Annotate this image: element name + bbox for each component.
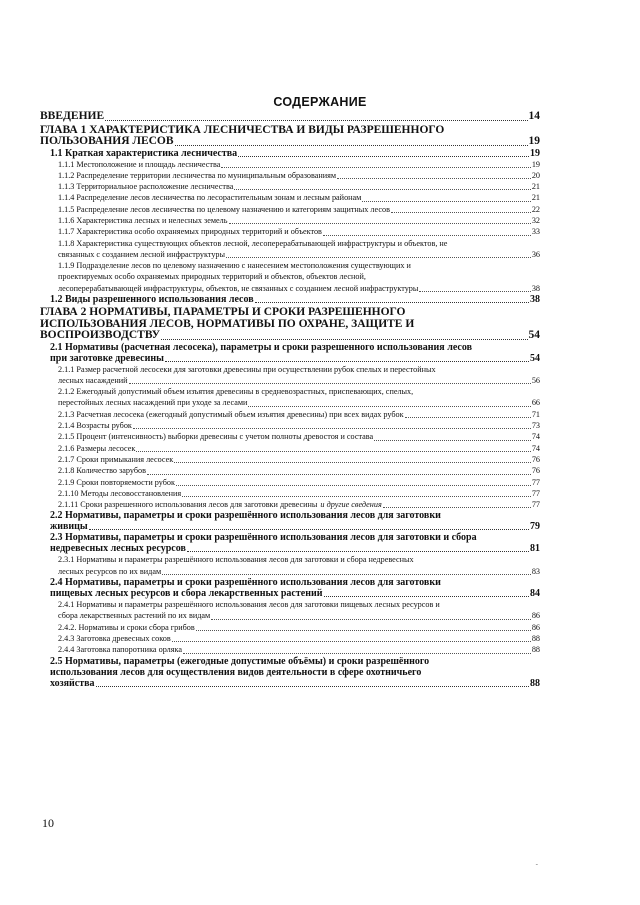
toc-page-number: 66 [531,398,540,408]
toc-entry-text: ВОСПРОИЗВОДСТВУ [40,329,161,342]
toc-entry [50,577,540,599]
toc-entry-line [58,465,540,476]
dot-leader [238,155,529,157]
toc-entry-text: 1.1.9 Подразделение лесов по целевому назначению с нанесением местоположения существующих и [58,261,411,271]
toc-page-number: 84 [530,588,540,600]
toc-entry-line [58,397,540,408]
toc-page-number: 32 [531,215,540,225]
toc-entry-line [58,431,540,442]
toc-entry-line [50,588,540,599]
toc-entry-text: ВВЕДЕНИЕ [40,110,105,122]
dot-leader [105,119,527,121]
toc-entry-line [40,111,540,123]
toc-entry-line [40,330,540,342]
toc-page-number: 21 [531,182,540,192]
toc-entry-text: сбора лекарственных растений по их видам [58,611,211,621]
toc-entry-text: 2.1.8 Количество зарубов [58,466,147,476]
toc-entry [58,170,540,181]
dot-leader [229,222,531,224]
dot-leader [374,439,531,441]
toc-entry-line [40,307,540,319]
toc-entry [58,443,540,454]
toc-entry-line [50,342,540,353]
dot-leader [182,495,531,497]
toc-entry-text: 2.1.4 Возрасты рубок [58,421,132,431]
toc-page-number: 76 [531,454,540,464]
dot-leader [175,144,528,146]
toc-entry-text: 2.3 Нормативы, параметры и сроки разрешённого использования лесов для заготовки и сбора [50,532,477,544]
dot-leader [196,629,531,631]
dot-leader [187,550,529,552]
toc-entry-text: лесных насаждений [58,375,128,385]
toc-entry-text: 1.1.2 Распределение территории лесничества по муниципальным образованиям [58,170,337,180]
toc-entry-text: 2.1.3 Расчетная лесосека (ежегодный допустимый объем изъятия древесины) при всех видах рубок [58,409,404,419]
toc-page-number: 54 [530,352,540,364]
toc-entry-line [58,610,540,621]
toc-page-number: 19 [531,159,540,169]
toc-entry [58,260,540,294]
toc-entry [58,633,540,644]
toc-entry-line [50,543,540,554]
toc-entry-text: 1.1 Краткая характеристика лесничества [50,147,238,159]
dot-leader [174,461,531,463]
dot-leader [226,256,531,258]
page-title: СОДЕРЖАНИЕ [273,95,367,109]
toc-entry [50,294,540,305]
toc-entry [58,454,540,465]
toc-entry-text: 1.1.7 Характеристика особо охраняемых природных территорий и объектов [58,227,322,237]
toc-page-number: 54 [528,329,540,342]
toc-page-number: 74 [531,432,540,442]
toc-entry-text: 2.4.1 Нормативы и параметры разрешённого использования лесов для заготовки пищевых лесных ресурсов и [58,600,440,610]
toc-page-number: 21 [531,193,540,203]
toc-entry [40,125,540,148]
toc-entry [58,226,540,237]
toc-entry-line [58,215,540,226]
toc-entry-text: 2.1.1 Размер расчетной лесосеки для заготовки древесины при осуществлении рубок спелых и перестойных [58,364,436,374]
toc-entry-line [40,136,540,148]
page-number: 10 [42,816,54,830]
toc-page-number: 19 [530,147,540,159]
toc-entry-text: перестойных лесных насаждений при уходе за лесами [58,398,248,408]
toc-entry-text: 2.1 Нормативы (расчетная лесосека), параметры и сроки разрешенного использования лесов [50,341,472,353]
toc-entry-text: 1.1.1 Местоположение и площадь лесничества [58,159,221,169]
toc-entry [58,644,540,655]
toc-entry-text: хозяйства [50,677,95,689]
toc-page-number: 33 [531,227,540,237]
toc-entry-text: лесных ресурсов по их видам [58,566,162,576]
toc-entry-line [50,678,540,689]
toc-entry [58,181,540,192]
toc-entry-line [50,521,540,532]
toc-entry-line [58,192,540,203]
toc-entry-text: 2.1.2 Ежегодный допустимый объем изъятия древесины в средневозрастных, приспевающих, спелых, [58,387,414,397]
toc-entry [58,238,540,261]
toc-entry-text: 2.4.2. Нормативы и сроки сбора грибов [58,622,195,632]
toc-entry-line [58,420,540,431]
dot-leader [324,595,530,597]
toc-page-number: 81 [530,543,540,555]
toc-entry-line [58,599,540,610]
toc-entry-line [58,204,540,215]
toc-page-number: 71 [531,409,540,419]
toc-entry [50,342,540,364]
dot-leader [136,450,530,452]
toc-entry-text: пищевых лесных ресурсов и сбора лекарственных растений [50,588,323,600]
toc-page-number: 86 [531,611,540,621]
toc-entry-text: 1.1.8 Характеристика существующих объектов лесной, лесоперерабатывающей инфраструктуры и объектов, не [58,238,448,248]
toc-entry-line [58,170,540,181]
toc-entry-line [58,477,540,488]
dot-leader [96,685,529,687]
toc-entry [50,532,540,554]
toc-page-number: 88 [531,645,540,655]
dot-leader [221,166,530,168]
toc-page-number: 14 [528,110,540,122]
dot-leader [165,360,529,362]
toc-entry [50,656,540,689]
toc-entry-line [58,633,540,644]
toc-entry-line [58,238,540,249]
toc-entry [58,409,540,420]
toc-entry [58,477,540,488]
toc-entry-text: 2.1.11 Сроки разрешенного использования лесов для заготовки древесины [58,500,318,510]
toc-entry [40,111,540,123]
dot-leader [337,177,531,179]
toc-entry-line [58,260,540,271]
dot-leader [147,473,531,475]
dot-leader [323,234,531,236]
dot-leader [234,188,530,190]
toc-page-number: 19 [528,135,540,147]
toc-entry-text: 1.2 Виды разрешенного использования лесов [50,294,254,306]
toc-entry [58,488,540,499]
toc-entry [58,215,540,226]
toc-entry-line [58,159,540,170]
toc-entry-line [50,656,540,667]
toc-entry-text: 1.1.6 Характеристика лесных и нелесных земель [58,215,228,225]
toc-page-number: 77 [531,488,540,498]
dot-leader [255,301,529,303]
toc-page-number: 77 [531,477,540,487]
dot-leader [162,573,531,575]
dot-leader [362,200,530,202]
dot-leader [419,290,530,292]
toc-page-number: 88 [531,633,540,643]
toc-entry-text: 2.1.9 Сроки повторяемости рубок [58,477,175,487]
toc-entry-line [58,283,540,294]
toc-entry-line [58,181,540,192]
toc-entry-line [58,375,540,386]
toc-entry-line [58,622,540,633]
toc-entry-text: 2.4.3 Заготовка древесных соков [58,633,171,643]
toc-entry [58,599,540,622]
toc-entry-line [58,409,540,420]
dot-leader [391,211,531,213]
toc-page-number: 88 [530,677,540,689]
toc-entry-line [58,554,540,565]
dot-leader [183,652,531,654]
toc-entry-line [50,667,540,678]
toc-page-number: 79 [530,521,540,533]
toc-page-number: 56 [531,375,540,385]
toc-entry-line [58,386,540,397]
dot-leader [161,338,527,340]
toc-entry-text: ИСПОЛЬЗОВАНИЯ ЛЕСОВ, НОРМАТИВЫ ПО ОХРАНЕ, ЗАЩИТЕ И [40,317,415,330]
dot-leader [129,382,531,384]
toc-entry [58,192,540,203]
toc-page-number: 38 [531,283,540,293]
toc-entry-line [50,510,540,521]
margin-mark: - [535,860,538,868]
toc-entry-line [58,499,540,510]
toc-entry-line [50,353,540,364]
toc-entry-italic-text: и другие сведения [320,500,382,510]
toc-entry-text: использования лесов для осуществления видов деятельности в сфере охотничьего [50,666,422,678]
toc-entry [58,554,540,577]
toc-entry-text: проектируемых особо охраняемых природных территорий и объектов, объектов лесной, [58,272,366,282]
toc-page-number: 77 [531,500,540,510]
toc-entry-line [58,454,540,465]
toc-entry-text: 2.1.7 Сроки примыкания лесосек [58,454,174,464]
dot-leader [133,427,531,429]
toc-entry-text: 2.4.4 Заготовка папоротника орляка [58,645,183,655]
toc-entry-text: 2.1.6 Размеры лесосек [58,443,136,453]
toc-entry-line [58,443,540,454]
toc-entry-line [58,566,540,577]
toc-entry-text: 2.2 Нормативы, параметры и сроки разрешённого использования лесов для заготовки [50,510,441,522]
toc-page-number: 83 [531,566,540,576]
toc-entry [50,148,540,159]
toc-entry-text: ПОЛЬЗОВАНИЯ ЛЕСОВ [40,135,174,147]
toc-entry [58,386,540,409]
toc-entry-text: 1.1.4 Распределение лесов лесничества по лесорастительным зонам и лесным районам [58,193,362,203]
toc-entry [58,364,540,387]
toc-entry-line [58,271,540,282]
toc-page-number: 20 [531,170,540,180]
table-of-contents [0,109,640,689]
toc-entry-text: 2.5 Нормативы, параметры (ежегодные допустимые объёмы) и сроки разрешённого [50,655,430,667]
toc-entry [40,307,540,342]
toc-entry-text: 2.4 Нормативы, параметры и сроки разрешённого использования лесов для заготовки [50,577,441,589]
toc-entry [50,510,540,532]
toc-entry-text: 1.1.5 Распределение лесов лесничества по целевому назначению и категориям защитных лесов [58,204,390,214]
toc-page-number: 74 [531,443,540,453]
toc-entry-text: связанных с созданием лесной инфраструктуры [58,249,226,259]
toc-page-number: 22 [531,204,540,214]
toc-entry-text: лесоперерабатывающей инфраструктуры, объектов, не связанных с созданием лесной инфраструктуры [58,283,419,293]
toc-page-number: 73 [531,421,540,431]
dot-leader [383,506,531,508]
toc-entry-text: ГЛАВА 2 НОРМАТИВЫ, ПАРАМЕТРЫ И СРОКИ РАЗРЕШЕННОГО [40,306,406,319]
toc-entry-line [50,532,540,543]
toc-entry-text: ГЛАВА 1 ХАРАКТЕРИСТИКА ЛЕСНИЧЕСТВА И ВИДЫ РАЗРЕШЕННОГО [40,123,445,136]
toc-page-number: 86 [531,622,540,632]
toc-page-number: 76 [531,466,540,476]
toc-entry-line [58,249,540,260]
dot-leader [89,528,529,530]
toc-entry-text: 2.3.1 Нормативы и параметры разрешённого использования лесов для заготовки и сбора недревесных [58,555,414,565]
toc-entry [58,420,540,431]
toc-entry-line [58,226,540,237]
toc-entry-text: недревесных лесных ресурсов [50,543,186,555]
dot-leader [172,640,531,642]
dot-leader [211,618,531,620]
toc-entry-line [50,294,540,305]
toc-entry-line [58,364,540,375]
dot-leader [405,416,531,418]
toc-entry [58,431,540,442]
toc-entry-line [58,644,540,655]
toc-page-number: 38 [530,294,540,306]
toc-entry [58,465,540,476]
toc-entry-line [50,148,540,159]
toc-entry-text: живицы [50,521,88,533]
toc-entry [58,622,540,633]
toc-entry-text: 2.1.10 Методы лесовосстановления [58,488,182,498]
toc-page-number: 36 [531,249,540,259]
toc-entry [58,499,540,510]
toc-entry [58,204,540,215]
dot-leader [248,405,530,407]
toc-entry-text: при заготовке древесины [50,352,164,364]
toc-entry-line [58,488,540,499]
toc-entry-text: 2.1.5 Процент (интенсивность) выборки древесины с учетом полноты древостоя и состава [58,432,374,442]
toc-entry-line [50,577,540,588]
toc-entry [58,159,540,170]
toc-entry-text: 1.1.3 Территориальное расположение лесничества [58,182,234,192]
dot-leader [176,484,531,486]
